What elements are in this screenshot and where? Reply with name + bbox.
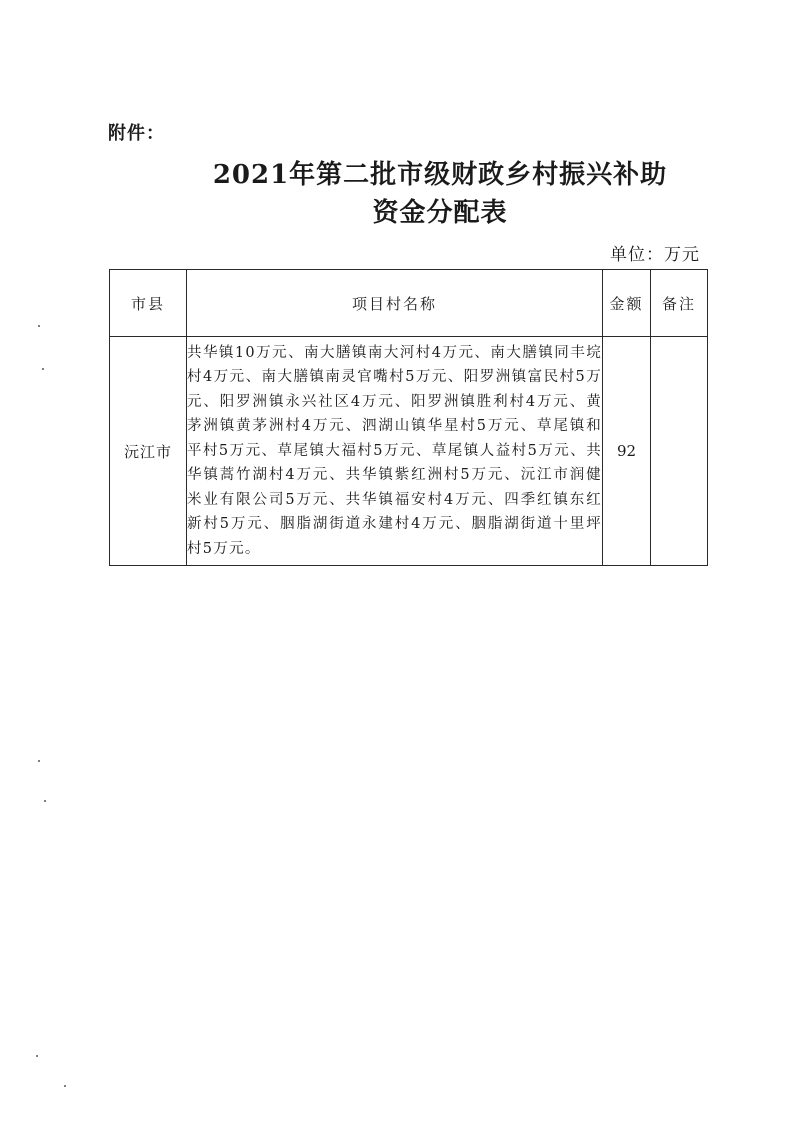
title-line-2: 资金分配表 (372, 198, 508, 228)
scan-speck (64, 1085, 66, 1087)
header-amount: 金额 (603, 270, 651, 337)
allocation-table (109, 269, 708, 566)
document-title (150, 156, 730, 232)
header-note: 备注 (651, 270, 708, 337)
header-county: 市县 (110, 270, 187, 337)
unit-label: 单位：万元 (610, 245, 700, 265)
table-header-row (110, 270, 708, 337)
scan-speck (38, 760, 40, 762)
scan-speck (42, 368, 44, 370)
county-cell: 沅江市 (110, 337, 187, 566)
table-row (110, 337, 708, 566)
project-villages-cell: 共华镇10万元、南大膳镇南大河村4万元、南大膳镇同丰垸村4万元、南大膳镇南灵官嘴村5万元、阳罗洲镇富民村5万元、阳罗洲镇永兴社区4万元、阳罗洲镇胜利村4万元、黄茅洲镇黄茅洲村4万元、泗湖山镇华星村5万元、草尾镇和平村5万元、草尾镇大福村5万元、草尾镇人益村5万元、共华镇蒿竹湖村4万元、共华镇紫红洲村5万元、沅江市润健米业有限公司5万元、共华镇福安村4万元、四季红镇东红新村5万元、胭脂湖街道永建村4万元、胭脂湖街道十里坪村5万元。 (187, 337, 603, 566)
note-cell (651, 337, 708, 566)
amount-cell: 92 (603, 337, 651, 566)
header-project-villages: 项目村名称 (187, 270, 603, 337)
title-line-1: 2021年第二批市级财政乡村振兴补助 (212, 160, 668, 190)
scan-speck (38, 325, 40, 327)
scan-speck (36, 1055, 38, 1057)
attachment-label: 附件： (108, 123, 165, 144)
scan-speck (44, 800, 46, 802)
